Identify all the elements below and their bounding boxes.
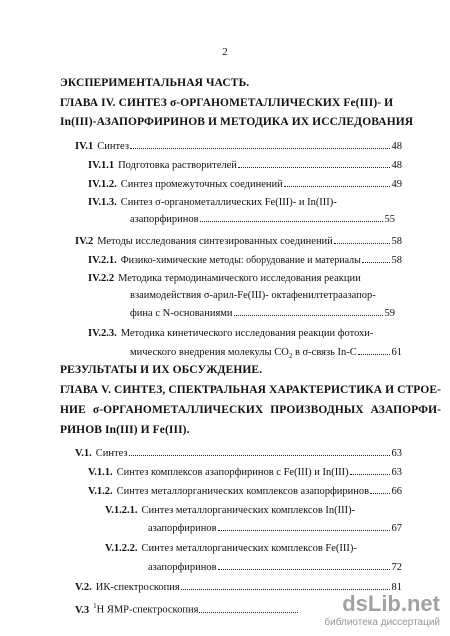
- heading-results: РЕЗУЛЬТАТЫ И ИХ ОБСУЖДЕНИЕ.: [60, 364, 263, 376]
- toc-entry-iv2[interactable]: [75, 234, 402, 248]
- toc-entry-iv13[interactable]: [88, 196, 337, 209]
- page-number: 2: [222, 46, 228, 58]
- toc-entry-iv22-cont2[interactable]: [130, 306, 395, 320]
- toc-number: V.2.: [75, 582, 92, 593]
- toc-page: 72: [391, 562, 402, 573]
- toc-leader-dots: [181, 580, 390, 590]
- toc-title: Методика кинетического исследования реакции фотохи-: [120, 328, 374, 339]
- toc-number: IV.1: [75, 141, 94, 152]
- toc-number: IV.2: [75, 236, 94, 247]
- toc-leader-dots: [234, 306, 383, 316]
- toc-entry-iv13-cont[interactable]: [130, 212, 395, 226]
- toc-page: 66: [391, 486, 402, 497]
- toc-title: азапорфиринов: [148, 562, 217, 573]
- toc-page: 48: [391, 141, 402, 152]
- toc-number: V.1.2.2.: [105, 543, 138, 554]
- toc-title: $^1$Н ЯМР-спектроскопия: [93, 602, 199, 616]
- toc-title: мического внедрения молекулы $CO_2$ в σ-связь In-C: [130, 347, 357, 361]
- toc-leader-dots: [334, 234, 390, 244]
- toc-title: Синтез комплексов азапорфиринов с Fe(III) и In(III): [116, 467, 349, 478]
- toc-leader-dots: [362, 253, 390, 263]
- toc-title: Физико-химические методы: оборудование и материалы: [120, 255, 361, 266]
- toc-number: V.1.2.: [88, 486, 113, 497]
- toc-page: 59: [384, 308, 395, 319]
- toc-page: 49: [391, 179, 402, 190]
- toc-leader-dots: [370, 484, 389, 494]
- toc-number: V.1.: [75, 448, 92, 459]
- toc-page: 63: [391, 448, 402, 459]
- toc-number: IV.2.1.: [88, 255, 117, 266]
- heading-chapter4-line1: ГЛАВА IV. СИНТЕЗ σ-ОРГАНОМЕТАЛЛИЧЕСКИХ Fe(III)- И: [60, 97, 394, 109]
- toc-leader-dots: [129, 446, 390, 456]
- toc-leader-dots: [218, 521, 390, 531]
- toc-entry-v11[interactable]: [88, 465, 402, 479]
- toc-number: IV.1.3.: [88, 197, 117, 208]
- toc-page: 58: [391, 255, 402, 266]
- toc-leader-dots: [358, 345, 390, 355]
- toc-number: IV.1.1: [88, 160, 115, 171]
- toc-entry-v3[interactable]: [75, 600, 300, 617]
- toc-page: 67: [391, 523, 402, 534]
- heading-chapter5-line3: РИНОВ In(III) И Fe(III).: [60, 424, 190, 436]
- toc-title: взаимодействия σ-арил-Fe(III)- октафенилтетраазапор-: [130, 290, 376, 301]
- toc-number: IV.2.2: [88, 273, 115, 284]
- toc-title: Методы исследования синтезированных соединений: [97, 236, 333, 247]
- toc-page: 61: [391, 347, 402, 358]
- watermark-subtitle: библиотека диссертаций: [324, 617, 440, 628]
- toc-leader-dots: [350, 465, 390, 475]
- toc-number: IV.2.3.: [88, 328, 117, 339]
- toc-leader-dots: [284, 177, 390, 187]
- heading-chapter5-line1: ГЛАВА V. СИНТЕЗ, СПЕКТРАЛЬНАЯ ХАРАКТЕРИСТИКА И СТРОЕ-: [60, 384, 442, 396]
- toc-title: Синтез металлорганических комплексов Fe(III)-: [141, 543, 357, 554]
- toc-title: Синтез металлорганических комплексов In(III)-: [141, 505, 356, 516]
- toc-entry-iv12[interactable]: [88, 177, 402, 191]
- toc-entry-iv22[interactable]: [88, 272, 361, 285]
- toc-entry-v122[interactable]: [105, 542, 357, 555]
- heading-chapter4-line2: In(III)-АЗАПОРФИРИНОВ И МЕТОДИКА ИХ ИССЛЕДОВАНИЯ: [60, 116, 414, 128]
- toc-title: Подготовка растворителей: [118, 160, 237, 171]
- toc-entry-v1[interactable]: [75, 446, 402, 460]
- toc-title: фина с N-основаниями: [130, 308, 233, 319]
- toc-number: V.3: [75, 604, 90, 616]
- toc-page: 63: [391, 467, 402, 478]
- toc-leader-dots: [238, 158, 390, 168]
- toc-leader-dots: [218, 560, 390, 570]
- toc-number: V.1.2.1.: [105, 505, 138, 516]
- watermark-logo: dsLib.net: [342, 591, 440, 616]
- toc-entry-v122-cont[interactable]: [148, 560, 402, 574]
- toc-entry-v12[interactable]: [88, 484, 402, 498]
- toc-title: ИК-спектроскопия: [95, 582, 180, 593]
- toc-title: Синтез σ-органометаллических Fe(III)- и In(III)-: [120, 197, 337, 208]
- toc-page: 81: [391, 582, 402, 593]
- toc-title: Синтез: [95, 448, 128, 459]
- toc-entry-iv1[interactable]: [75, 139, 402, 153]
- toc-entry-iv21[interactable]: [88, 253, 402, 267]
- toc-entry-iv23-cont[interactable]: [130, 345, 402, 363]
- toc-page: 55: [384, 214, 395, 225]
- toc-number: IV.1.2.: [88, 179, 117, 190]
- heading-chapter5-line2: НИЕ σ-ОРГАНОМЕТАЛЛИЧЕСКИХ ПРОИЗВОДНЫХ АЗАПОРФИ-: [60, 404, 442, 416]
- toc-title: Синтез: [97, 141, 129, 152]
- watermark: [324, 591, 440, 628]
- heading-experimental: ЭКСПЕРИМЕНТАЛЬНАЯ ЧАСТЬ.: [60, 77, 250, 89]
- toc-title: Методика термодинамического исследования реакции: [118, 273, 361, 284]
- toc-number: V.1.1.: [88, 467, 113, 478]
- toc-title: азапорфиринов: [130, 214, 199, 225]
- toc-title: азапорфиринов: [148, 523, 217, 534]
- toc-leader-dots: [200, 212, 383, 222]
- toc-entry-iv23[interactable]: [88, 327, 373, 340]
- toc-leader-dots: [199, 603, 298, 613]
- toc-entry-v121-cont[interactable]: [148, 521, 402, 535]
- toc-page: 58: [391, 236, 402, 247]
- toc-entry-iv22-cont1: [130, 289, 376, 302]
- toc-leader-dots: [130, 139, 390, 149]
- toc-title: Синтез промежуточных соединений: [120, 179, 283, 190]
- toc-page: 48: [391, 160, 402, 171]
- toc-entry-iv11[interactable]: [88, 158, 402, 172]
- toc-title: Синтез металлорганических комплексов азапорфиринов: [116, 486, 370, 497]
- toc-entry-v121[interactable]: [105, 504, 355, 517]
